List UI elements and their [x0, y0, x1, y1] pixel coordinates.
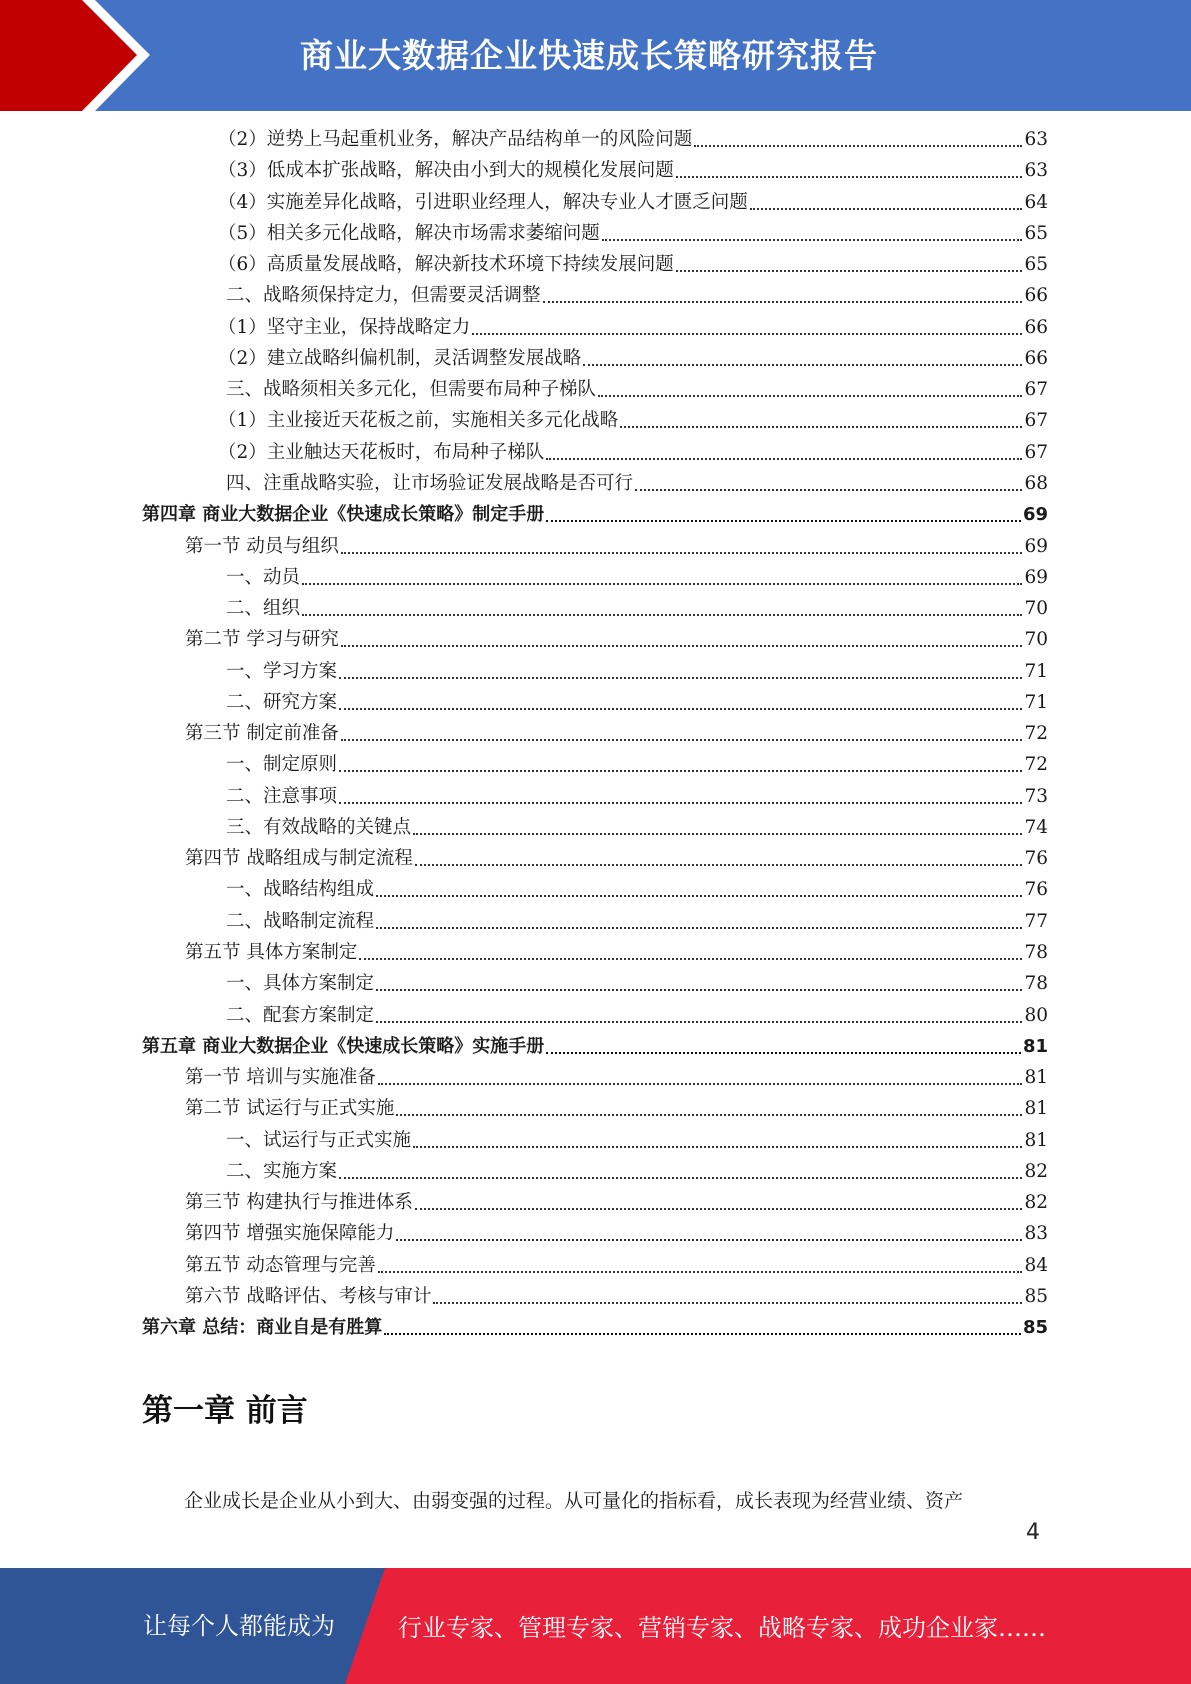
toc-page-number: 63	[1024, 129, 1048, 150]
toc-leader-dots	[750, 186, 1023, 210]
toc-entry[interactable]	[185, 721, 1048, 747]
toc-entry[interactable]	[218, 315, 1048, 341]
toc-leader-dots	[378, 1061, 1023, 1085]
toc-entry-title: 一、动员	[226, 566, 301, 588]
toc-entry[interactable]	[226, 596, 1048, 622]
toc-entry[interactable]	[226, 877, 1048, 903]
toc-leader-dots	[676, 154, 1023, 178]
toc-entry-title: 二、战略制定流程	[226, 910, 375, 932]
toc-page-number: 78	[1024, 942, 1048, 964]
toc-entry-title: 第六节 战略评估、考核与审计	[185, 1285, 432, 1307]
toc-leader-dots	[546, 498, 1021, 522]
toc-entry[interactable]	[226, 471, 1048, 497]
toc-chapter-entry[interactable]	[142, 1315, 1048, 1341]
toc-page-number: 81	[1022, 1035, 1048, 1057]
toc-entry-title: 二、战略须保持定力，但需要灵活调整	[226, 285, 541, 307]
toc-leader-dots	[583, 342, 1022, 366]
toc-entry[interactable]	[226, 752, 1048, 778]
toc-leader-dots	[413, 1124, 1022, 1148]
chapter-heading: 第一章 前言	[142, 1393, 308, 1429]
toc-page-number: 76	[1024, 879, 1048, 901]
toc-chapter-entry[interactable]	[142, 502, 1048, 528]
toc-leader-dots	[396, 1092, 1022, 1116]
toc-page-number: 81	[1024, 1129, 1048, 1151]
toc-entry[interactable]	[226, 784, 1048, 810]
toc-leader-dots	[339, 655, 1022, 679]
toc-entry[interactable]	[185, 627, 1048, 653]
toc-page-number: 70	[1024, 629, 1048, 651]
toc-entry-title: 第二节 学习与研究	[185, 629, 339, 651]
toc-entry-title: 二、注意事项	[226, 785, 338, 807]
toc-entry-title: 第六章 总结：商业自是有胜算	[142, 1317, 383, 1339]
toc-leader-dots	[602, 217, 1023, 241]
toc-entry-title: （3）低成本扩张战略，解决由小到大的规模化发展问题	[218, 160, 674, 182]
toc-entry-title: 第一节 动员与组织	[185, 535, 339, 557]
toc-leader-dots	[339, 748, 1022, 772]
toc-entry-title: （1）主业接近天花板之前，实施相关多元化战略	[218, 410, 619, 432]
toc-entry-title: 第一节 培训与实施准备	[185, 1067, 376, 1089]
toc-leader-dots	[359, 936, 1022, 960]
toc-entry[interactable]	[185, 1190, 1048, 1216]
toc-entry-title: （2）逆势上马起重机业务，解决产品结构单一的风险问题	[218, 129, 693, 150]
toc-leader-dots	[546, 1030, 1021, 1054]
toc-entry-title: 第五节 动态管理与完善	[185, 1254, 376, 1276]
toc-page-number: 71	[1024, 660, 1048, 682]
toc-page-number: 68	[1024, 472, 1048, 494]
toc-entry-title: 第四节 战略组成与制定流程	[185, 848, 413, 870]
toc-entry[interactable]	[226, 971, 1048, 997]
toc-entry-title: 第四节 增强实施保障能力	[185, 1223, 395, 1245]
toc-leader-dots	[376, 967, 1022, 991]
toc-entry[interactable]	[185, 1284, 1048, 1310]
toc-entry-title: 第三节 制定前准备	[185, 723, 339, 745]
toc-leader-dots	[635, 467, 1022, 491]
toc-leader-dots	[302, 561, 1022, 585]
toc-page-number: 73	[1024, 785, 1048, 807]
toc-leader-dots	[415, 842, 1023, 866]
toc-page-number: 67	[1024, 441, 1048, 463]
toc-page-number: 63	[1024, 160, 1048, 182]
toc-entry[interactable]	[226, 815, 1048, 841]
toc-leader-dots	[378, 1249, 1023, 1273]
toc-page-number: 81	[1024, 1098, 1048, 1120]
toc-page-number: 80	[1024, 1004, 1048, 1026]
toc-leader-dots	[472, 311, 1022, 335]
toc-chapter-entry[interactable]	[142, 1034, 1048, 1060]
toc-entry-title: （5）相关多元化战略，解决市场需求萎缩问题	[218, 222, 600, 244]
toc-page-number: 83	[1024, 1223, 1048, 1245]
toc-page-number: 70	[1024, 598, 1048, 620]
toc-entry-title: （1）坚守主业，保持战略定力	[218, 316, 471, 338]
toc-entry-title: 二、实施方案	[226, 1160, 338, 1182]
toc-page-number: 76	[1024, 848, 1048, 870]
toc-entry-title: 第五节 具体方案制定	[185, 942, 358, 964]
toc-entry-title: （4）实施差异化战略，引进职业经理人，解决专业人才匮乏问题	[218, 191, 748, 213]
toc-leader-dots	[694, 123, 1022, 147]
toc-entry[interactable]	[226, 377, 1048, 403]
toc-page-number: 69	[1024, 566, 1048, 588]
toc-page-number: 82	[1024, 1192, 1048, 1214]
toc-leader-dots	[384, 1311, 1021, 1335]
toc-page-number: 69	[1024, 535, 1048, 557]
page-number: 4	[1026, 1520, 1040, 1545]
toc-entry[interactable]	[226, 690, 1048, 716]
report-title: 商业大数据企业快速成长策略研究报告	[300, 36, 878, 75]
toc-entry-title: （6）高质量发展战略，解决新技术环境下持续发展问题	[218, 254, 674, 276]
toc-leader-dots	[433, 1280, 1022, 1304]
toc-entry[interactable]	[218, 158, 1048, 184]
footer-slogan-right: 行业专家、管理专家、营销专家、战略专家、成功企业家……	[398, 1614, 1046, 1642]
red-chevron-icon	[0, 0, 150, 111]
toc-entry[interactable]	[218, 221, 1048, 247]
toc-page-number: 72	[1024, 723, 1048, 745]
toc-entry[interactable]	[226, 1159, 1048, 1185]
toc-entry[interactable]	[226, 909, 1048, 935]
toc-leader-dots	[339, 686, 1022, 710]
toc-entry[interactable]	[218, 440, 1048, 466]
toc-leader-dots	[620, 404, 1022, 428]
toc-page-number: 66	[1024, 285, 1048, 307]
toc-entry-title: 四、注重战略实验，让市场验证发展战略是否可行	[226, 472, 634, 494]
toc-page-number: 69	[1022, 504, 1048, 526]
toc-entry[interactable]	[185, 1253, 1048, 1279]
toc-leader-dots	[598, 373, 1022, 397]
toc-page-number: 65	[1024, 222, 1048, 244]
toc-entry-title: 一、具体方案制定	[226, 973, 375, 995]
toc-entry-title: 一、制定原则	[226, 754, 338, 776]
toc-leader-dots	[341, 530, 1023, 554]
toc-entry[interactable]	[226, 565, 1048, 591]
toc-page-number: 67	[1024, 379, 1048, 401]
toc-page-number: 65	[1024, 254, 1048, 276]
toc-leader-dots	[415, 1186, 1023, 1210]
toc-entry-title: 第五章 商业大数据企业《快速成长策略》实施手册	[142, 1035, 545, 1057]
toc-entry[interactable]	[185, 940, 1048, 966]
toc-entry[interactable]	[185, 1096, 1048, 1122]
body-paragraph: 企业成长是企业从小到大、由弱变强的过程。从可量化的指标看，成长表现为经营业绩、资产	[184, 1490, 964, 1512]
toc-leader-dots	[413, 811, 1022, 835]
toc-entry[interactable]	[185, 1065, 1048, 1091]
toc-page-number: 77	[1024, 910, 1048, 932]
toc-entry[interactable]	[218, 190, 1048, 216]
toc-entry-title: 二、配套方案制定	[226, 1004, 375, 1026]
toc-leader-dots	[546, 436, 1022, 460]
toc-entry[interactable]	[218, 252, 1048, 278]
toc-leader-dots	[396, 1217, 1022, 1241]
toc-entry[interactable]	[226, 283, 1048, 309]
toc-page-number: 82	[1024, 1160, 1048, 1182]
toc-leader-dots	[341, 717, 1023, 741]
toc-page-number: 85	[1022, 1317, 1048, 1339]
toc-entry[interactable]	[226, 1003, 1048, 1029]
toc-entry-title: 二、研究方案	[226, 691, 338, 713]
toc-entry[interactable]	[185, 1221, 1048, 1247]
toc-leader-dots	[376, 873, 1022, 897]
toc-page-number: 67	[1024, 410, 1048, 432]
toc-page-number: 85	[1024, 1285, 1048, 1307]
toc-entry[interactable]	[218, 408, 1048, 434]
toc-page-number: 71	[1024, 691, 1048, 713]
toc-leader-dots	[339, 1155, 1022, 1179]
toc-entry[interactable]	[226, 1128, 1048, 1154]
toc-leader-dots	[543, 279, 1023, 303]
toc-entry-title: 一、试运行与正式实施	[226, 1129, 412, 1151]
toc-leader-dots	[376, 999, 1022, 1023]
toc-page-number: 66	[1024, 347, 1048, 369]
toc-leader-dots	[676, 248, 1023, 272]
toc-leader-dots	[339, 780, 1022, 804]
footer-slogan-left: 让每个人都能成为	[143, 1612, 335, 1640]
toc-page-number: 74	[1024, 816, 1048, 838]
page-footer	[0, 1568, 1191, 1684]
toc-entry[interactable]	[218, 346, 1048, 372]
toc-entry[interactable]	[185, 534, 1048, 560]
toc-entry-title: 三、有效战略的关键点	[226, 816, 412, 838]
toc-entry-title: 一、战略结构组成	[226, 879, 375, 901]
toc-entry-title: 三、战略须相关多元化，但需要布局种子梯队	[226, 379, 597, 401]
toc-page-number: 64	[1024, 191, 1048, 213]
page-header	[0, 0, 1191, 111]
toc-page-number: 72	[1024, 754, 1048, 776]
toc-page-number: 66	[1024, 316, 1048, 338]
toc-entry[interactable]	[218, 127, 1048, 153]
toc-entry-title: 第三节 构建执行与推进体系	[185, 1192, 413, 1214]
toc-page-number: 81	[1024, 1067, 1048, 1089]
toc-entry[interactable]	[185, 846, 1048, 872]
toc-entry-title: （2）主业触达天花板时，布局种子梯队	[218, 441, 545, 463]
toc-entry-title: （2）建立战略纠偏机制，灵活调整发展战略	[218, 347, 582, 369]
toc-entry-title: 二、组织	[226, 598, 301, 620]
toc-page-number: 78	[1024, 973, 1048, 995]
toc-entry[interactable]	[226, 659, 1048, 685]
toc-entry-title: 第二节 试运行与正式实施	[185, 1098, 395, 1120]
toc-entry-title: 一、学习方案	[226, 660, 338, 682]
toc-leader-dots	[376, 905, 1022, 929]
toc-leader-dots	[302, 592, 1022, 616]
toc-leader-dots	[341, 623, 1023, 647]
toc-page-number: 84	[1024, 1254, 1048, 1276]
toc-entry-title: 第四章 商业大数据企业《快速成长策略》制定手册	[142, 504, 545, 526]
